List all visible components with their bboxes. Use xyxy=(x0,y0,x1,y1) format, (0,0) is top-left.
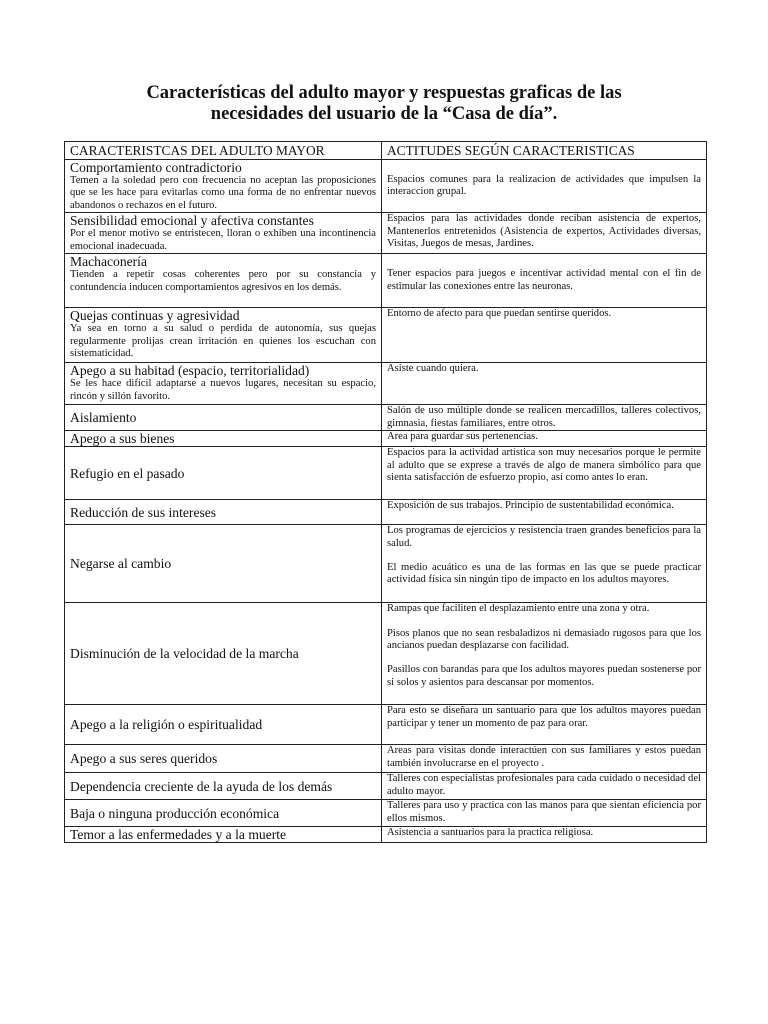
response-text: Entorno de afecto para que puedan sentirse queridos. xyxy=(387,308,612,320)
table-row xyxy=(65,705,707,745)
response-text: Talleres para uso y practica con las manos para que sientan eficiencia por ellos mismos. xyxy=(387,800,701,824)
response-text: Asiste cuando quiera. xyxy=(387,363,479,375)
table-row xyxy=(65,800,707,827)
response-cell xyxy=(382,160,707,213)
characteristic-heading: Machaconería xyxy=(70,254,147,270)
characteristic-heading: Negarse al cambio xyxy=(70,556,172,572)
characteristic-heading: Disminución de la velocidad de la marcha xyxy=(70,646,299,662)
characteristic-cell xyxy=(65,525,382,603)
table-row xyxy=(65,363,707,405)
characteristic-heading: Comportamiento contradictorio xyxy=(70,160,242,175)
table-row xyxy=(65,308,707,363)
response-cell xyxy=(382,213,707,254)
response-text: El medio acuático es una de las formas en las que se puede practicar actividad física sin ningún tipo de impacto en los adultos mayores. xyxy=(387,562,701,586)
characteristic-desc: Por el menor motivo se entristecen, lloran o exhiben una incontinencia emocional inadecuada. xyxy=(70,228,376,252)
table-header-row xyxy=(65,142,707,160)
response-cell xyxy=(382,800,707,827)
characteristic-cell xyxy=(65,827,382,843)
characteristic-cell xyxy=(65,745,382,773)
response-text: Pisos planos que no sean resbaladizos ni demasiado rugosos para que los ancianos puedan desplazarse con facilidad. xyxy=(387,627,701,652)
table-row xyxy=(65,525,707,603)
characteristic-cell xyxy=(65,431,382,447)
response-cell xyxy=(382,773,707,800)
table-row xyxy=(65,773,707,800)
characteristic-desc: Se les hace difícil adaptarse a nuevos lugares, necesitan su espacio, rincón y sillón favorito. xyxy=(70,378,376,402)
response-text: Exposición de sus trabajos. Principio de sustentabilidad económica. xyxy=(387,500,674,512)
response-text: Tener espacios para juegos e incentivar actividad mental con el fin de estimular las conexiones entre las neuronas. xyxy=(387,268,701,292)
characteristic-heading: Quejas continuas y agresividad xyxy=(70,308,240,324)
response-cell xyxy=(382,705,707,745)
table-row xyxy=(65,431,707,447)
response-cell xyxy=(382,745,707,773)
response-text: Salón de uso múltiple donde se realicen mercadillos, talleres colectivos, gimnasia, fiestas familiares, entre otros. xyxy=(387,405,701,429)
characteristic-cell xyxy=(65,800,382,827)
table-row xyxy=(65,827,707,843)
title-line-1: Características del adulto mayor y respuestas graficas de las xyxy=(146,83,622,103)
characteristic-cell xyxy=(65,773,382,800)
characteristic-heading: Apego a la religión o espiritualidad xyxy=(70,717,263,733)
document-title xyxy=(64,83,704,125)
characteristic-heading: Refugio en el pasado xyxy=(70,465,185,481)
response-text: Espacios para la actividad artística son muy necesarios porque le permite al adulto que se exprese a través de algo de manera simbólico para que sienta satisfacción de esfuerzo propio, así como antes lo eran. xyxy=(387,447,701,484)
characteristic-heading: Reducción de sus intereses xyxy=(70,504,217,520)
response-text: Area para guardar sus pertenencias. xyxy=(387,431,538,443)
table-row xyxy=(65,254,707,308)
response-text: Espacios para las actividades donde reciban asistencia de expertos, Mantenerlos entretenidos (Asistencia de expertos, Actividades diversas, Visitas, Juegos de mesas, Jardines. xyxy=(387,213,701,250)
characteristic-cell xyxy=(65,213,382,254)
response-text: Asistencia a santuarios para la practica religiosa. xyxy=(387,827,594,839)
response-cell xyxy=(382,525,707,603)
table-row xyxy=(65,213,707,254)
table-row xyxy=(65,745,707,773)
response-text: Rampas que faciliten el desplazamiento entre una zona y otra. xyxy=(387,603,650,615)
characteristic-heading: Temor a las enfermedades y a la muerte xyxy=(70,827,287,843)
response-cell xyxy=(382,827,707,843)
characteristic-heading: Apego a sus seres queridos xyxy=(70,751,218,767)
response-text: Talleres con especialistas profesionales para cada cuidado o necesidad del adulto mayor. xyxy=(387,773,701,797)
response-text: Para esto se diseñara un santuario para que los adultos mayores puedan participar y tener un momento de paz para orar. xyxy=(387,705,701,729)
table-row xyxy=(65,603,707,705)
characteristic-heading: Dependencia creciente de la ayuda de los demás xyxy=(70,778,333,794)
table-row xyxy=(65,447,707,500)
response-cell xyxy=(382,308,707,363)
characteristic-cell xyxy=(65,500,382,525)
response-text: Espacios comunes para la realizacion de actividades que impulsen la interaccion grupal. xyxy=(387,173,701,198)
characteristic-heading: Apego a sus bienes xyxy=(70,431,175,447)
characteristic-desc: Ya sea en torno a su salud o perdida de autonomía, sus quejas regularmente prolijas crean irritación en quienes los escuchan con sistematicidad. xyxy=(70,323,376,360)
response-cell xyxy=(382,254,707,308)
response-text: Areas para visitas donde interactúen con sus familiares y estos puedan también involucrarse en el proyecto . xyxy=(387,745,701,769)
header-characteristics: CARACTERISTCAS DEL ADULTO MAYOR xyxy=(65,142,382,160)
characteristic-cell xyxy=(65,603,382,705)
response-cell xyxy=(382,603,707,705)
characteristic-heading: Apego a su habitad (espacio, territorialidad) xyxy=(70,363,310,379)
characteristics-table xyxy=(64,141,707,843)
characteristic-cell xyxy=(65,160,382,213)
title-line-2: necesidades del usuario de la “Casa de día”. xyxy=(210,104,558,124)
response-cell xyxy=(382,447,707,500)
characteristic-cell xyxy=(65,363,382,405)
characteristic-heading: Aislamiento xyxy=(70,410,137,426)
table-row xyxy=(65,160,707,213)
characteristic-heading: Sensibilidad emocional y afectiva constantes xyxy=(70,213,314,229)
characteristic-cell xyxy=(65,308,382,363)
table-row xyxy=(65,500,707,525)
response-cell xyxy=(382,500,707,525)
response-text: Pasillos con barandas para que los adultos mayores puedan sostenerse por si solos y asientos para descansar por momentos. xyxy=(387,664,701,688)
table-row xyxy=(65,405,707,431)
characteristic-cell xyxy=(65,254,382,308)
characteristic-cell xyxy=(65,447,382,500)
header-attitudes: ACTITUDES SEGÚN CARACTERISTICAS xyxy=(382,142,707,160)
response-cell xyxy=(382,405,707,431)
characteristic-cell xyxy=(65,405,382,431)
response-text: Los programas de ejercicios y resistencia traen grandes beneficios para la salud. xyxy=(387,525,701,549)
characteristic-desc: Tienden a repetir cosas coherentes pero por su constancia y contundencia inducen comportamientos agresivos en los demás. xyxy=(70,269,376,293)
response-cell xyxy=(382,363,707,405)
characteristic-desc: Temen a la soledad pero con frecuencia no aceptan las proposiciones que se les hace para evitarlas como una forma de no enfrentar nuevos abandonos o rechazos en el futuro. xyxy=(70,175,376,211)
characteristic-cell xyxy=(65,705,382,745)
response-cell xyxy=(382,431,707,447)
characteristic-heading: Baja o ninguna producción económica xyxy=(70,805,280,821)
